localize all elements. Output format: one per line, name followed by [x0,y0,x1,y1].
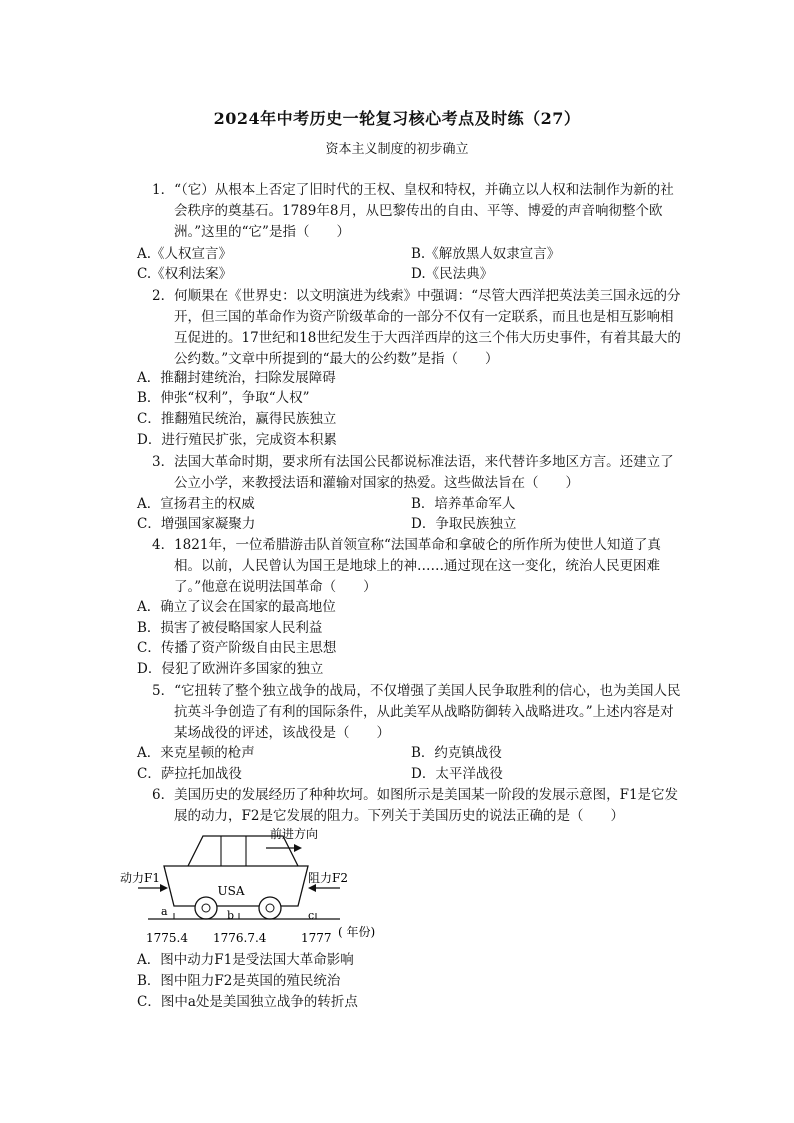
question-6-stem: 6．美国历史的发展经历了种种坎坷。如图所示是美国某一阶段的发展示意图，F1是它发展的动力，F2是它发展的阻力。下列关于美国历史的说法正确的是（ ） [152,787,679,824]
question-6-option-c[interactable]: C．图中a处是美国独立战争的转折点 [137,994,358,1010]
question-4-option-d[interactable]: D．侵犯了欧洲许多国家的独立 [137,661,324,677]
question-5-option-d[interactable]: D．太平洋战役 [411,766,503,782]
question-1-option-b[interactable]: B.《解放黑人奴隶宣言》 [411,246,561,262]
question-1-stem: 1．“（它）从根本上否定了旧时代的王权、皇权和特权，并确立以人权和法制作为新的社会秩序的奠基石。1789年8月，从巴黎传出的自由、平等、博爱的声音响彻整个欧洲。”这里的“它”是指（ ） [152,182,674,240]
question-1-option-a[interactable]: A.《人权宣言》 [137,246,233,262]
force2-arrow-head [308,884,316,892]
direction-label: 前进方向 [270,827,319,841]
question-2-stem: 2．何顺果在《世界史：以文明演进为线索》中强调：“尽管大西洋把英法美三国永远的分开，但三国的革命作为资产阶级革命的一部分不仅有一定联系，而且也是相互影响相互促进的。17世纪和18世纪发生于大西洋西岸的这三个伟大历史事件，有着其最大的公约数。”文章中所提到的“最大的公约数”是指（ ） [152,288,681,367]
question-3-stem: 3．法国大革命时期，要求所有法国公民都说标准法语，来代替许多地区方言。还建立了公立小学，来教授法语和灌输对国家的热爱。这些做法旨在（ ） [152,454,674,491]
date-b-label: 1776.7.4 [213,931,267,945]
date-c-label: 1777 [301,931,332,945]
page-title: 2024年中考历史一轮复习核心考点及时练（27） [213,109,581,128]
question-4-option-b[interactable]: B．损害了被侵略国家人民利益 [137,620,323,636]
question-4-option-a[interactable]: A．确立了议会在国家的最高地位 [137,599,336,615]
question-5-stem: 5．“它扭转了整个独立战争的战局，不仅增强了美国人民争取胜利的信心，也为美国人民抗英斗争创造了有利的国际条件，从此美军从战略防御转入战略进攻。”上述内容是对某场战役的评述，该战役是（ ） [152,683,681,741]
car-label: USA [217,884,245,898]
page-subtitle: 资本主义制度的初步确立 [325,142,469,157]
question-4-stem: 4．1821年，一位希腊游击队首领宣称“法国革命和拿破仑的所作所为使世人知道了真相。以前，人民曾认为国王是地球上的神……通过现在这一变化，统治人民更困难了。”他意在说明法国革命（ ） [152,537,661,595]
point-b-label: b [227,909,235,922]
point-a-label: a [161,905,168,918]
direction-arrow-head [294,844,302,852]
question-2-option-a[interactable]: A．推翻封建统治，扫除发展障碍 [137,370,336,386]
question-6-option-b[interactable]: B．图中阻力F2是英国的殖民统治 [137,973,341,989]
question-3-option-c[interactable]: C．增强国家凝聚力 [137,516,256,532]
question-1-option-c[interactable]: C.《权利法案》 [137,266,233,282]
date-a-label: 1775.4 [146,931,188,945]
question-5-option-c[interactable]: C．萨拉托加战役 [137,766,242,782]
force1-label: 动力F1 [120,871,160,885]
question-3-option-b[interactable]: B．培养革命军人 [411,496,516,512]
question-6-option-a[interactable]: A．图中动力F1是受法国大革命影响 [137,952,354,968]
car-wheel-right [259,897,281,919]
force1-arrow-head [160,884,168,892]
question-5-option-a[interactable]: A．来克星顿的枪声 [137,745,255,761]
question-3-option-a[interactable]: A．宣扬君主的权威 [137,496,255,512]
question-5-option-b[interactable]: B．约克镇战役 [411,745,502,761]
force2-label: 阻力F2 [308,871,348,885]
car-wheel-left [195,897,217,919]
question-2-option-c[interactable]: C．推翻殖民统治，赢得民族独立 [137,411,337,427]
question-3-option-d[interactable]: D．争取民族独立 [411,516,517,532]
usa-development-diagram [118,824,418,949]
point-c-label: c [308,909,315,922]
question-4-option-c[interactable]: C．传播了资产阶级自由民主思想 [137,640,337,656]
question-2-option-b[interactable]: B．伸张“权利”，争取“人权” [137,390,310,406]
unit-label: ( 年份) [338,925,376,939]
question-1-option-d[interactable]: D.《民法典》 [411,266,494,282]
question-2-option-d[interactable]: D．进行殖民扩张，完成资本积累 [137,432,337,448]
